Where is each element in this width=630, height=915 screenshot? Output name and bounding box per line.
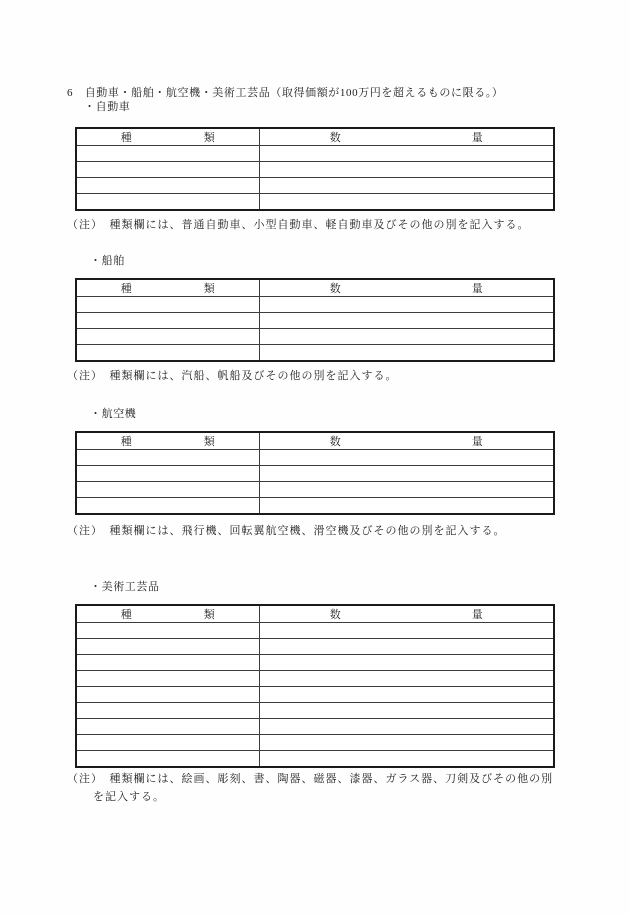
header-char: 種 xyxy=(120,609,132,621)
type-cell xyxy=(76,313,259,329)
aircraft-table xyxy=(75,431,555,515)
automobile-table xyxy=(75,127,555,211)
artcraft-table-body xyxy=(76,623,554,768)
table-row xyxy=(76,703,554,719)
quantity-cell xyxy=(259,671,554,687)
quantity-cell xyxy=(259,655,554,671)
page-title: 6 自動車・船舶・航空機・美術工芸品（取得価額が100万円を超えるものに限る。） xyxy=(67,87,504,99)
table-row xyxy=(76,482,554,498)
header-char: 類 xyxy=(203,132,215,144)
type-cell xyxy=(76,703,259,719)
header-char: 数 xyxy=(329,609,341,621)
table-row xyxy=(76,498,554,515)
table-header-row xyxy=(76,279,554,297)
table-header-row xyxy=(76,128,554,146)
table-row xyxy=(76,623,554,639)
type-cell xyxy=(76,687,259,703)
header-char: 数 xyxy=(329,132,341,144)
header-char: 数 xyxy=(329,283,341,295)
header-char: 量 xyxy=(471,609,483,621)
table-row xyxy=(76,466,554,482)
ship-table xyxy=(75,278,555,362)
aircraft-note: （注） 種類欄には、飛行機、回転翼航空機、滑空機及びその他の別を記入する。 xyxy=(67,525,506,537)
quantity-cell xyxy=(259,466,554,482)
quantity-header-cell xyxy=(259,605,554,623)
table-row xyxy=(76,297,554,313)
type-cell xyxy=(76,751,259,768)
quantity-cell xyxy=(259,482,554,498)
aircraft-table-body xyxy=(76,450,554,515)
type-cell xyxy=(76,655,259,671)
type-cell xyxy=(76,345,259,362)
quantity-cell xyxy=(259,313,554,329)
type-cell xyxy=(76,450,259,466)
table-row xyxy=(76,671,554,687)
type-cell xyxy=(76,719,259,735)
type-cell xyxy=(76,329,259,345)
automobile-note: （注） 種類欄には、普通自動車、小型自動車、軽自動車及びその他の別を記入する。 xyxy=(67,219,530,231)
quantity-cell xyxy=(259,687,554,703)
quantity-cell xyxy=(259,178,554,194)
header-char: 量 xyxy=(471,132,483,144)
table-row xyxy=(76,719,554,735)
quantity-cell xyxy=(259,735,554,751)
header-char: 類 xyxy=(203,609,215,621)
table-row xyxy=(76,329,554,345)
artcraft-table xyxy=(75,604,555,768)
automobile-table-body xyxy=(76,146,554,211)
header-char: 量 xyxy=(471,283,483,295)
quantity-cell xyxy=(259,623,554,639)
table-row xyxy=(76,751,554,768)
type-cell xyxy=(76,178,259,194)
quantity-header-cell xyxy=(259,432,554,450)
type-cell xyxy=(76,162,259,178)
type-cell xyxy=(76,297,259,313)
type-cell xyxy=(76,146,259,162)
quantity-cell xyxy=(259,751,554,768)
type-cell xyxy=(76,194,259,211)
table-row xyxy=(76,194,554,211)
artcraft-note-line1: （注） 種類欄には、絵画、彫刻、書、陶器、磁器、漆器、ガラス器、刀剣及びその他の別 xyxy=(67,773,554,785)
quantity-cell xyxy=(259,297,554,313)
table-row xyxy=(76,146,554,162)
quantity-cell xyxy=(259,162,554,178)
header-char: 種 xyxy=(120,283,132,295)
table-row xyxy=(76,162,554,178)
artcraft-note xyxy=(67,770,553,806)
quantity-cell xyxy=(259,194,554,211)
table-row xyxy=(76,687,554,703)
section-label-artcraft: ・美術工芸品 xyxy=(90,581,160,593)
table-row xyxy=(76,735,554,751)
section-label-automobile: ・自動車 xyxy=(84,101,131,113)
type-cell xyxy=(76,623,259,639)
ship-table-body xyxy=(76,297,554,362)
table-header-row xyxy=(76,432,554,450)
table-row xyxy=(76,639,554,655)
quantity-cell xyxy=(259,345,554,362)
header-char: 種 xyxy=(120,132,132,144)
type-header-cell xyxy=(76,279,259,297)
quantity-header-cell xyxy=(259,279,554,297)
type-header-cell xyxy=(76,432,259,450)
type-cell xyxy=(76,735,259,751)
section-label-ship: ・船舶 xyxy=(90,255,125,267)
type-cell xyxy=(76,639,259,655)
ship-note: （注） 種類欄には、汽船、帆船及びその他の別を記入する。 xyxy=(67,370,398,382)
header-char: 数 xyxy=(329,436,341,448)
header-char: 類 xyxy=(203,283,215,295)
type-cell xyxy=(76,498,259,515)
table-row xyxy=(76,655,554,671)
header-char: 量 xyxy=(471,436,483,448)
type-header-cell xyxy=(76,128,259,146)
quantity-cell xyxy=(259,498,554,515)
type-cell xyxy=(76,671,259,687)
table-row xyxy=(76,345,554,362)
artcraft-note-line2: を記入する。 xyxy=(93,791,165,803)
header-char: 種 xyxy=(120,436,132,448)
quantity-cell xyxy=(259,450,554,466)
quantity-cell xyxy=(259,146,554,162)
section-label-aircraft: ・航空機 xyxy=(90,408,137,420)
quantity-cell xyxy=(259,329,554,345)
type-header-cell xyxy=(76,605,259,623)
quantity-cell xyxy=(259,639,554,655)
table-row xyxy=(76,313,554,329)
header-char: 類 xyxy=(203,436,215,448)
type-cell xyxy=(76,482,259,498)
table-header-row xyxy=(76,605,554,623)
quantity-cell xyxy=(259,719,554,735)
table-row xyxy=(76,178,554,194)
quantity-cell xyxy=(259,703,554,719)
table-row xyxy=(76,450,554,466)
type-cell xyxy=(76,466,259,482)
quantity-header-cell xyxy=(259,128,554,146)
